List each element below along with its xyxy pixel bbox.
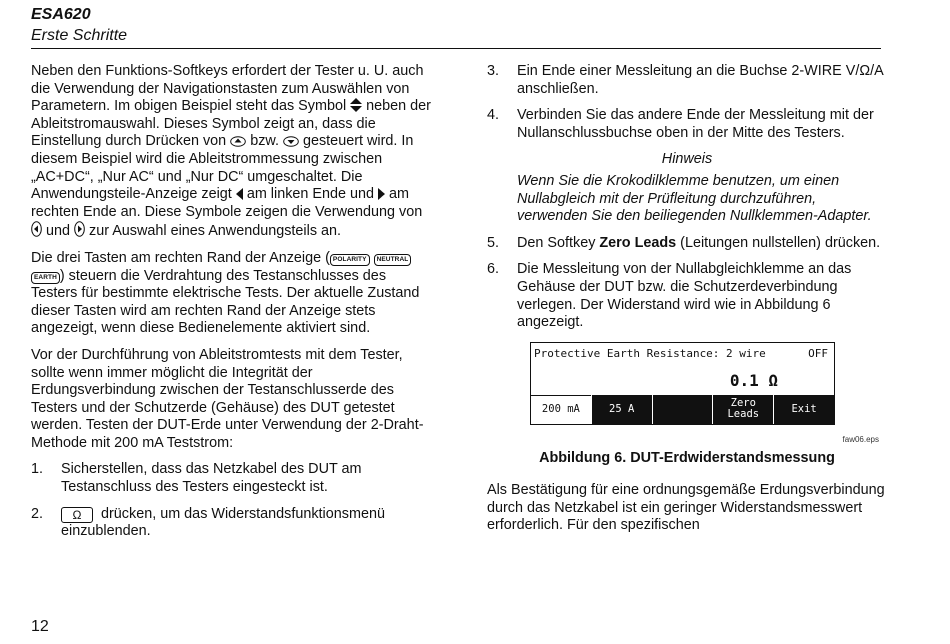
step-5: 5. Den Softkey Zero Leads (Leitungen nullstellen) drücken. xyxy=(487,234,881,251)
step-number: 4. xyxy=(487,107,500,124)
note-body: Wenn Sie die Krokodilklemme benutzen, um einen Nullabgleich mit der Prüfleitung durchzuführen, verwenden Sie den beiliegenden Nullklemmen-Adapter. xyxy=(517,172,872,225)
display-resistance-value: 0.1 Ω xyxy=(729,370,778,390)
step-1 xyxy=(31,461,431,496)
display-title: Protective Earth Resistance: 2 wire xyxy=(534,346,766,360)
softkey-25a: 25 A xyxy=(591,395,652,424)
display-softkey-bar xyxy=(531,395,834,424)
ohm-key: Ω xyxy=(61,507,93,523)
softkey-blank xyxy=(652,395,713,424)
step-number: 6. xyxy=(487,261,500,278)
left-key-icon xyxy=(31,221,42,237)
paragraph-confirmation: Als Bestätigung für eine ordnungsgemäße Erdungsverbindung durch das Netzkabel ist ein geringer Widerstandsmesswert erforderlich. Für den spezifischen xyxy=(487,481,885,534)
step-number: 3. xyxy=(487,63,500,79)
step-6 xyxy=(487,261,887,331)
right-column xyxy=(487,63,887,535)
right-key-icon xyxy=(74,221,85,237)
earth-key: EARTH xyxy=(31,272,60,284)
softkey-exit: Exit xyxy=(773,395,834,424)
page-number: 12 xyxy=(31,618,49,635)
polarity-key: POLARITY xyxy=(330,254,370,266)
left-column xyxy=(31,63,431,550)
step-text: drücken, um das Widerstandsfunktionsmenü einzublenden. xyxy=(61,505,385,540)
up-down-arrows-icon xyxy=(350,98,362,112)
step-number: 5. xyxy=(487,234,500,251)
step-text: Ein Ende einer Messleitung an die Buchse 2-WIRE V/Ω/A anschließen. xyxy=(517,63,883,97)
figure-caption: Abbildung 6. DUT-Erdwiderstandsmessung xyxy=(539,450,835,467)
paragraph-wiring-keys: Die drei Tasten am rechten Rand der Anzeige ( POLARITY NEUTRAL EARTH ) steuern die Verdrahtung des Testanschlusses des Testers für bestimmte elektrische Tests. Der aktuelle Zustand dieser Tasten wird am rechten Rand der Anzeige stets angezeigt, wenn diese Bedienelemente aktiviert sind. xyxy=(31,249,420,337)
step-number: 2. xyxy=(31,505,44,522)
header-rule xyxy=(31,48,881,49)
step-number: 1. xyxy=(31,461,44,478)
down-key-icon xyxy=(283,136,299,147)
up-key-icon xyxy=(230,136,246,147)
note-title: Hinweis xyxy=(661,151,713,168)
tester-display-figure xyxy=(530,342,835,425)
right-triangle-icon xyxy=(378,188,385,200)
step-text: Die Messleitung von der Nullabgleichklemme an das Gehäuse der DUT bzw. die Schutzerdeverbindung verlegen. Der Widerstand wird wie in Abbildung 6 angezeigt. xyxy=(517,261,852,331)
step-2 xyxy=(31,506,431,541)
softkey-zero-leads: Zero Leads xyxy=(712,395,773,424)
paragraph-navigation: Neben den Funktions-Softkeys erfordert der Tester u. U. auch die Verwendung der Navigationstasten zum Auswählen von Parametern. Im obigen Beispiel steht das Symbol neben der Ableitstromauswahl. Dieses Symbol zeigt an, dass die Einstellung durch Drücken von bzw. gesteuert wird. In diesem Beispiel wird die Ableitstrommessung zwischen „AC+DC“, „Nur AC“ und „Nur DC“ umgeschaltet. Die Anwendungsteile-Anzeige zeigt am linken Ende und am rechten Ende an. Diese Symbole zeigen die Verwendung von und zur Auswahl eines Anwendungsteils an. xyxy=(31,63,431,240)
left-triangle-icon xyxy=(236,188,243,200)
softkey-200ma: 200 mA xyxy=(531,395,591,424)
step-3 xyxy=(487,63,887,98)
header-model: ESA620 xyxy=(31,6,91,23)
step-text: Verbinden Sie das andere Ende der Messleitung mit der Nullanschlussbuchse oben in der Mitte des Testers. xyxy=(517,107,874,141)
neutral-key: NEUTRAL xyxy=(374,254,412,266)
zero-leads-term: Zero Leads xyxy=(599,234,677,251)
step-text: Sicherstellen, dass das Netzkabel des DUT am Testanschluss des Testers eingesteckt ist. xyxy=(61,461,362,496)
figure-filename: faw06.eps xyxy=(842,434,879,444)
header-section-title: Erste Schritte xyxy=(31,27,128,44)
display-status: OFF xyxy=(808,346,828,360)
paragraph-earth-test: Vor der Durchführung von Ableitstromtests mit dem Tester, sollte wenn immer möglicht die Integrität der Erdungsverbindung zwischen der Testanschlusserde des Testers und der Schutzerde (Gehäuse) des DUT getestet werden. Testen der DUT-Erde unter Verwendung der 2-Draht-Methode mit 200 mA Teststrom: xyxy=(31,346,424,451)
step-4 xyxy=(487,107,887,142)
